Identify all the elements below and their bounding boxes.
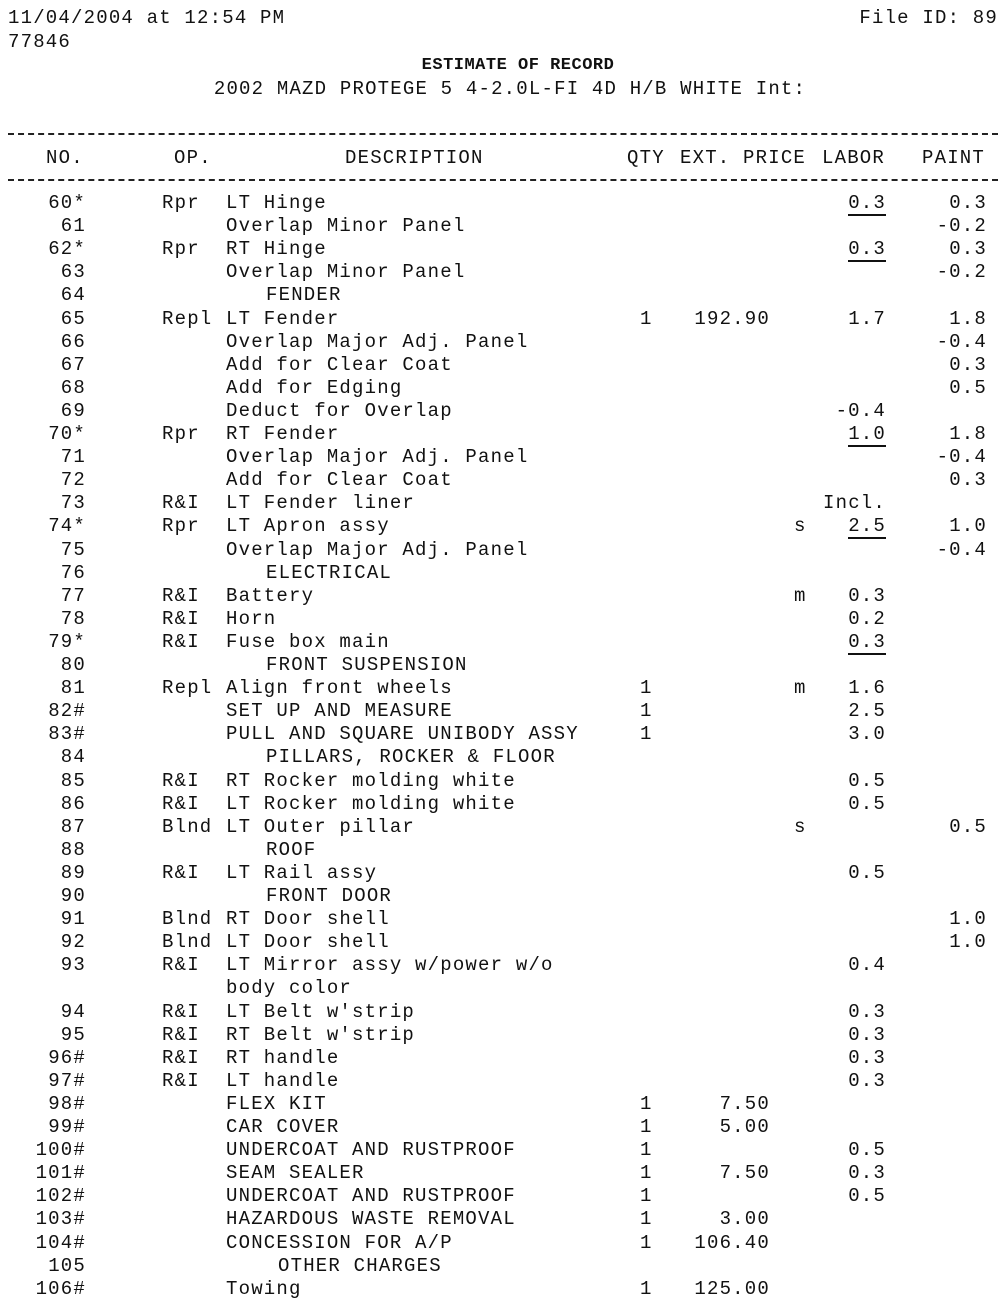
table-row: [0, 770, 1000, 793]
description: LT Apron assy: [226, 515, 390, 538]
table-row: [0, 446, 1000, 469]
ext-price: 106.40: [694, 1231, 770, 1254]
ext-price: 7.50: [719, 1092, 770, 1115]
operation: R&I: [162, 1069, 200, 1092]
line-number: 78: [60, 607, 86, 630]
description: Overlap Minor Panel: [226, 261, 466, 284]
line-number: 106#: [35, 1277, 86, 1300]
quantity: 1: [640, 1092, 653, 1115]
labor-flag: s: [794, 815, 807, 838]
column-header-ext-price: EXT. PRICE: [680, 147, 807, 169]
line-number: 102#: [35, 1185, 86, 1208]
table-row: [0, 1162, 1000, 1185]
description: Fuse box main: [226, 630, 390, 653]
table-row: [0, 1070, 1000, 1093]
description: LT Hinge: [226, 192, 327, 214]
labor-flag: m: [794, 677, 807, 700]
labor-hours-underlined: 0.3: [848, 238, 886, 261]
table-row: [0, 192, 1000, 215]
labor-hours: [810, 515, 886, 538]
table-row: [0, 1208, 1000, 1231]
table-row: [0, 469, 1000, 492]
description: SEAM SEALER: [226, 1162, 365, 1185]
table-row: [0, 1116, 1000, 1139]
operation: Rpr: [162, 423, 200, 445]
operation: R&I: [162, 1000, 200, 1023]
file-id: File ID: 89: [859, 7, 998, 29]
description: body color: [226, 977, 353, 1000]
description: RT Hinge: [226, 238, 327, 261]
operation: R&I: [162, 954, 200, 977]
table-row: [0, 1047, 1000, 1070]
line-number: 103#: [35, 1208, 86, 1231]
operation: R&I: [162, 1046, 200, 1069]
line-number: 77: [60, 584, 86, 607]
operation: R&I: [162, 630, 200, 653]
line-number: 71: [60, 446, 86, 469]
line-number: 64: [60, 284, 86, 307]
labor-hours: [810, 631, 886, 654]
line-number: 80: [60, 654, 86, 676]
description: HAZARDOUS WASTE REMOVAL: [226, 1208, 516, 1231]
description: LT handle: [226, 1069, 340, 1092]
line-number: 69: [60, 399, 86, 422]
table-row: [0, 308, 1000, 331]
labor-hours: [810, 192, 886, 215]
labor-hours: -0.4: [835, 399, 886, 422]
top-divider: [8, 133, 998, 135]
labor-hours: 0.5: [848, 1139, 886, 1162]
labor-hours: 0.3: [848, 1000, 886, 1023]
table-row: [0, 1278, 1000, 1301]
table-row: [0, 793, 1000, 816]
operation: Rpr: [162, 238, 200, 261]
operation: Blnd: [162, 931, 213, 954]
line-number: 89: [60, 861, 86, 884]
table-row: [0, 816, 1000, 839]
quantity: 1: [640, 677, 653, 700]
paint-hours: -0.4: [936, 330, 987, 353]
paint-hours: 0.3: [949, 192, 987, 214]
labor-hours: 0.5: [848, 1185, 886, 1208]
table-row: [0, 492, 1000, 515]
description: ELECTRICAL: [266, 561, 393, 584]
paint-hours: 1.0: [949, 931, 987, 954]
description: Overlap Minor Panel: [226, 215, 466, 238]
table-row: [0, 700, 1000, 723]
line-number: 90: [60, 885, 86, 907]
paint-hours: 1.8: [949, 423, 987, 445]
quantity: 1: [640, 1185, 653, 1208]
table-row: [0, 261, 1000, 284]
description: LT Rocker molding white: [226, 792, 516, 815]
description: LT Outer pillar: [226, 815, 416, 838]
description: LT Fender liner: [226, 492, 416, 515]
quantity: 1: [640, 1162, 653, 1185]
operation: Repl: [162, 677, 213, 700]
line-number: 88: [60, 838, 86, 861]
table-row: [0, 331, 1000, 354]
description: Deduct for Overlap: [226, 399, 453, 422]
line-number: 87: [60, 815, 86, 838]
labor-hours: 3.0: [848, 723, 886, 746]
labor-hours: [810, 238, 886, 261]
line-number: 92: [60, 931, 86, 954]
labor-hours-underlined: 0.3: [848, 630, 886, 653]
table-row: [0, 585, 1000, 608]
labor-hours: 0.3: [848, 584, 886, 607]
description: UNDERCOAT AND RUSTPROOF: [226, 1185, 516, 1208]
line-number: 73: [60, 492, 86, 515]
table-row: [0, 908, 1000, 931]
table-row: [0, 400, 1000, 423]
description: LT Mirror assy w/power w/o: [226, 954, 554, 977]
description: FRONT SUSPENSION: [266, 654, 468, 676]
description: RT Door shell: [226, 908, 390, 931]
labor-hours: 0.4: [848, 954, 886, 977]
table-row: [0, 862, 1000, 885]
paint-hours: 0.3: [949, 238, 987, 261]
labor-hours: 0.3: [848, 1162, 886, 1185]
description: SET UP AND MEASURE: [226, 700, 453, 723]
operation: R&I: [162, 584, 200, 607]
table-row: [0, 1255, 1000, 1278]
table-row: [0, 839, 1000, 862]
paint-hours: -0.4: [936, 538, 987, 561]
description: FENDER: [266, 284, 342, 307]
column-header-labor: LABOR: [822, 147, 886, 169]
line-number: 96#: [48, 1046, 86, 1069]
paint-hours: 0.5: [949, 815, 987, 838]
line-number: 61: [60, 215, 86, 238]
quantity: 1: [640, 1116, 653, 1138]
column-header-op: OP.: [174, 147, 212, 169]
line-number: 82#: [48, 700, 86, 723]
line-number: 100#: [35, 1139, 86, 1162]
line-number: 76: [60, 561, 86, 584]
line-number: 84: [60, 746, 86, 769]
labor-hours: [810, 423, 886, 446]
description: RT Belt w'strip: [226, 1023, 416, 1046]
description: RT Fender: [226, 423, 340, 445]
operation: Rpr: [162, 192, 200, 214]
labor-hours: 0.5: [848, 792, 886, 815]
paint-hours: -0.4: [936, 446, 987, 469]
operation: R&I: [162, 861, 200, 884]
line-number: 97#: [48, 1069, 86, 1092]
description: PILLARS, ROCKER & FLOOR: [266, 746, 556, 769]
line-number: 101#: [35, 1162, 86, 1185]
line-number: 74*: [48, 515, 86, 538]
line-number: 105: [48, 1254, 86, 1277]
quantity: 1: [640, 1231, 653, 1254]
header-divider: [8, 179, 998, 181]
line-number: 104#: [35, 1231, 86, 1254]
description: Overlap Major Adj. Panel: [226, 446, 529, 469]
ext-price: 3.00: [719, 1208, 770, 1231]
paint-hours: 0.5: [949, 376, 987, 399]
labor-hours: 1.7: [848, 307, 886, 330]
labor-flag: s: [794, 515, 807, 538]
ext-price: 5.00: [719, 1116, 770, 1138]
line-number: 93: [60, 954, 86, 977]
line-number: 95: [60, 1023, 86, 1046]
quantity: 1: [640, 307, 653, 330]
table-row: [0, 238, 1000, 261]
labor-hours: Incl.: [822, 492, 886, 515]
line-number: 70*: [48, 423, 86, 445]
labor-hours: 0.2: [848, 607, 886, 630]
labor-hours: 0.5: [848, 861, 886, 884]
description: CONCESSION FOR A/P: [226, 1231, 453, 1254]
description: LT Belt w'strip: [226, 1000, 416, 1023]
line-number: 79*: [48, 630, 86, 653]
labor-hours-underlined: 1.0: [848, 423, 886, 445]
description: FRONT DOOR: [266, 885, 393, 907]
description: Add for Clear Coat: [226, 353, 453, 376]
table-row: [0, 1093, 1000, 1116]
line-number: 63: [60, 261, 86, 284]
operation: R&I: [162, 1023, 200, 1046]
operation: Repl: [162, 307, 213, 330]
table-row: [0, 539, 1000, 562]
ext-price: 192.90: [694, 307, 770, 330]
column-header-no: NO.: [46, 147, 84, 169]
line-number: 66: [60, 330, 86, 353]
column-header-paint: PAINT: [922, 147, 986, 169]
quantity: 1: [640, 700, 653, 723]
description: RT Rocker molding white: [226, 769, 516, 792]
line-number: 68: [60, 376, 86, 399]
ext-price: 7.50: [719, 1162, 770, 1185]
operation: Blnd: [162, 815, 213, 838]
table-row: [0, 1185, 1000, 1208]
description: Overlap Major Adj. Panel: [226, 330, 529, 353]
record-number: 77846: [8, 31, 72, 53]
description: ROOF: [266, 838, 317, 861]
labor-hours: 2.5: [848, 700, 886, 723]
table-row: [0, 677, 1000, 700]
document-title: ESTIMATE OF RECORD: [421, 56, 615, 75]
column-header-description: DESCRIPTION: [345, 147, 484, 169]
paint-hours: 1.0: [949, 515, 987, 538]
description: UNDERCOAT AND RUSTPROOF: [226, 1139, 516, 1162]
table-row: [0, 723, 1000, 746]
table-row: [0, 377, 1000, 400]
description: LT Fender: [226, 307, 340, 330]
labor-hours-underlined: 0.3: [848, 192, 886, 214]
ext-price: 125.00: [694, 1277, 770, 1300]
paint-hours: -0.2: [936, 261, 987, 284]
table-row: [0, 1024, 1000, 1047]
description: Towing: [226, 1277, 302, 1300]
line-number: 94: [60, 1000, 86, 1023]
labor-hours: 1.6: [848, 677, 886, 700]
quantity: 1: [640, 723, 653, 746]
description: RT handle: [226, 1046, 340, 1069]
paint-hours: 1.0: [949, 908, 987, 931]
table-row: [0, 885, 1000, 908]
line-number: 67: [60, 353, 86, 376]
quantity: 1: [640, 1277, 653, 1300]
table-row: [0, 746, 1000, 769]
table-row: [0, 562, 1000, 585]
table-row: [0, 1139, 1000, 1162]
table-row: [0, 215, 1000, 238]
table-row: [0, 631, 1000, 654]
operation: R&I: [162, 492, 200, 515]
line-number: 81: [60, 677, 86, 700]
description: Battery: [226, 584, 315, 607]
line-number: 86: [60, 792, 86, 815]
description: FLEX KIT: [226, 1092, 327, 1115]
description: OTHER CHARGES: [278, 1254, 442, 1277]
description: CAR COVER: [226, 1116, 340, 1138]
table-row: [0, 354, 1000, 377]
operation: R&I: [162, 769, 200, 792]
labor-hours: 0.3: [848, 1046, 886, 1069]
description: PULL AND SQUARE UNIBODY ASSY: [226, 723, 579, 746]
labor-hours: 0.3: [848, 1023, 886, 1046]
description: Align front wheels: [226, 677, 453, 700]
labor-hours: 0.5: [848, 769, 886, 792]
description: Overlap Major Adj. Panel: [226, 538, 529, 561]
description: Horn: [226, 607, 277, 630]
quantity: 1: [640, 1208, 653, 1231]
operation: R&I: [162, 607, 200, 630]
line-number: 85: [60, 769, 86, 792]
vehicle-description: 2002 MAZD PROTEGE 5 4-2.0L-FI 4D H/B WHITE Int:: [213, 78, 807, 100]
column-header-qty: QTY: [627, 147, 665, 169]
description: LT Rail assy: [226, 861, 378, 884]
line-number: 75: [60, 538, 86, 561]
table-row: [0, 654, 1000, 677]
line-number: 99#: [48, 1116, 86, 1138]
line-number: 60*: [48, 192, 86, 214]
line-number: 62*: [48, 238, 86, 261]
labor-flag: m: [794, 584, 807, 607]
table-row: [0, 423, 1000, 446]
paint-hours: 1.8: [949, 307, 987, 330]
description: Add for Edging: [226, 376, 403, 399]
line-number: 72: [60, 469, 86, 492]
paint-hours: -0.2: [936, 215, 987, 238]
table-row: [0, 954, 1000, 977]
table-row: [0, 931, 1000, 954]
line-number: 83#: [48, 723, 86, 746]
line-number: 98#: [48, 1092, 86, 1115]
operation: Blnd: [162, 908, 213, 931]
table-row: [0, 1001, 1000, 1024]
quantity: 1: [640, 1139, 653, 1162]
operation: R&I: [162, 792, 200, 815]
table-row: [0, 608, 1000, 631]
line-number: 91: [60, 908, 86, 931]
table-row: [0, 977, 1000, 1000]
description: LT Door shell: [226, 931, 390, 954]
description: Add for Clear Coat: [226, 469, 453, 492]
table-row: [0, 515, 1000, 538]
timestamp: 11/04/2004 at 12:54 PM: [8, 7, 286, 29]
line-number: 65: [60, 307, 86, 330]
table-row: [0, 1232, 1000, 1255]
labor-hours-underlined: 2.5: [848, 515, 886, 538]
labor-hours: 0.3: [848, 1069, 886, 1092]
paint-hours: 0.3: [949, 469, 987, 492]
paint-hours: 0.3: [949, 353, 987, 376]
operation: Rpr: [162, 515, 200, 538]
table-row: [0, 284, 1000, 307]
